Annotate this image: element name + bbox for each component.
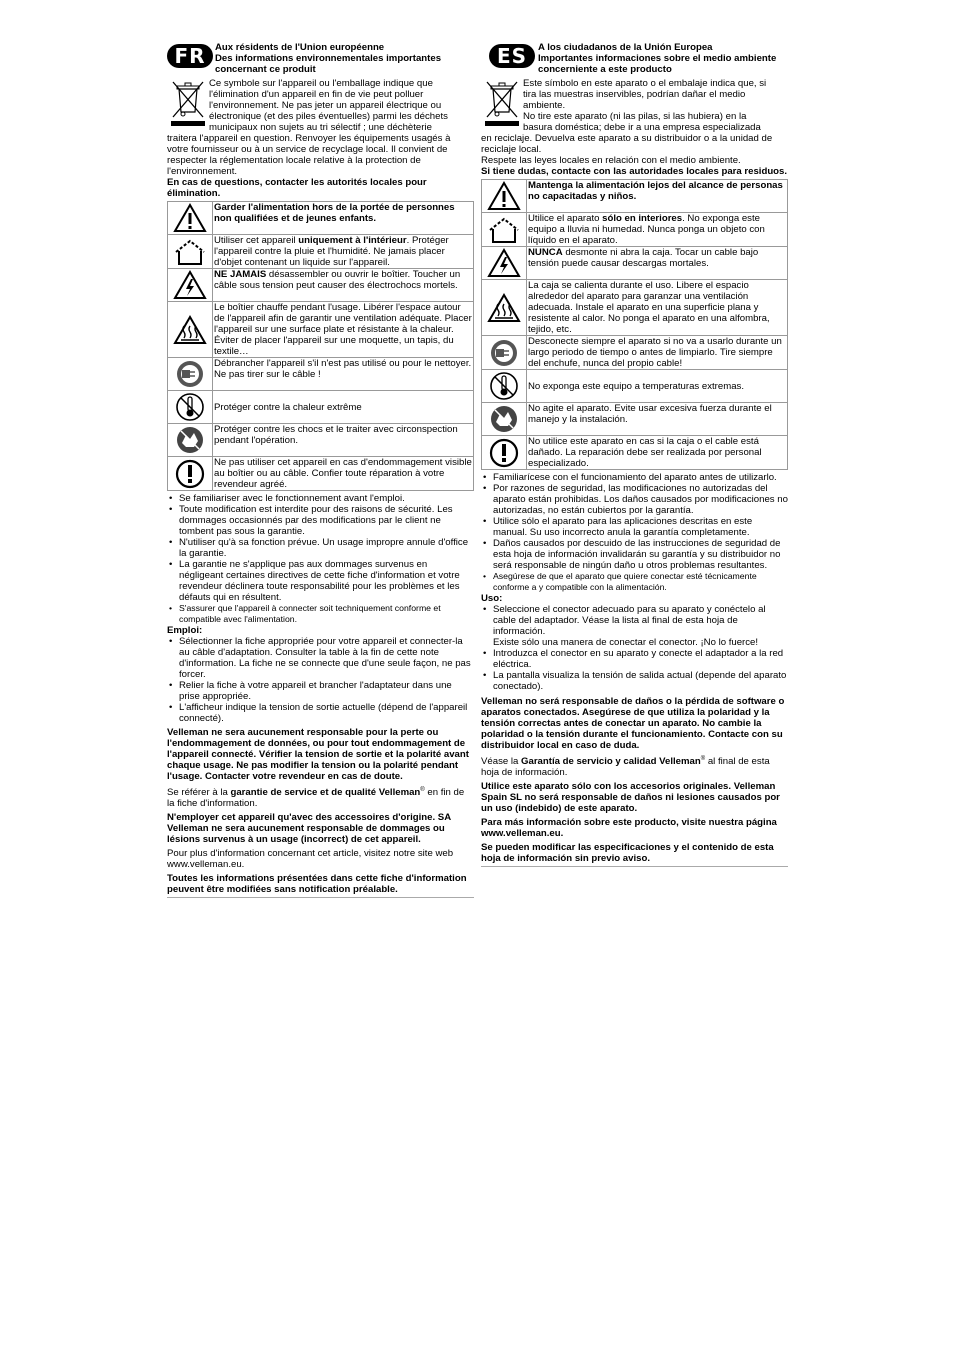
warning-text: Ne pas utiliser cet appareil en cas d'endommagement visible au boîtier ou au câble. Confier toute réparation à votre revendeur agréé. [214,457,472,490]
crossed-bin-icon [483,80,521,126]
list-item: • La garantie ne s'applique pas aux dommages survenus en négligeant certaines directives de cette fiche d'information et votre revendeur déclinera toute responsabilité pour les problèmes et les défauts qui en résultent. [179,559,474,603]
fr-weee-line: Ce symbole sur l'appareil ou l'emballage indique que [209,78,433,89]
fr-weee-line: électronique (et des piles éventuelles) parmi les déchets [209,111,448,122]
table-row [168,302,474,358]
spanish-section [481,42,788,867]
table-row [482,180,788,213]
table-row [482,247,788,280]
fr-usage-steps [167,636,474,724]
registered-mark: ® [700,756,706,762]
list-item: • N'utiliser qu'à sa fonction prévue. Un usage impropre annule d'office la garantie. [179,537,474,559]
fr-header [167,42,474,78]
es-header [481,42,788,78]
fr-accessories-notice: N'employer cet appareil qu'avec des accessoires d'origine. SA Velleman ne sera aucunement responsable de dommages ou lésions survenus à un usage (incorrect) de cet appareil. [167,812,451,846]
es-liability-notice: Velleman no será responsable de daños o la pérdida de software o aparatos conectados. Asegúrese de que utiliza la polaridad y la tensión correctas antes de conectar un aparato. No cambie la polaridad o la tensión durante el funcionamiento. Contacte con su distribuidor local en caso de duda. [481,696,785,751]
hot-surface-icon [487,293,521,323]
es-weee-block [481,78,788,133]
es-language-badge: ES [489,44,535,68]
fr-weee-line: l'élimination d'un appareil en fin de vie peut polluer [209,89,424,100]
fr-heading-line: Des informations environnementales importantes [215,53,442,64]
warning-text: No exponga este equipo a temperaturas extremas. [528,380,744,392]
list-item: • L'afficheur indique la tension de sortie actuelle (dépend de l'appareil connecté). [179,702,474,724]
table-row [482,436,788,470]
guarantee-emphasis: garantie de service et de qualité Velleman [230,787,421,799]
table-row [168,235,474,269]
warning-text: . Protéger l'appareil contre la pluie et l'humidité. Ne jamais placer d'objet contenant un liquide sur l'appareil. [214,235,449,268]
warning-text: . No exponga este equipo a lluvia ni humedad. Nunca ponga un objeto con líquido en el aparato. [528,213,765,246]
es-weee-line: No tire este aparato (ni las pilas, si las hubiera) en la [523,111,747,122]
es-usage-steps [481,604,788,692]
list-item: • Relier la fiche à votre appareil et brancher l'adaptateur dans une prise appropriée. [179,680,474,702]
warning-text: No agite el aparato. Evite usar excesiva fuerza durante el manejo y la instalación. [528,403,772,425]
fr-weee-line: l'environnement. Ne pas jeter un appareil électrique ou [209,100,442,111]
es-weee-line: Este símbolo en este aparato o el embalaje indica que, si [523,78,767,89]
fr-liability-notice: Velleman ne sera aucunement responsable pour la perte ou l'endommagement de données, ou pour tout endommagement de l'appareil connecté. Vérifier la tension de sortie et la polarité avant chaque usage. Ne pas modifier la tension ou la polarité pendant l'usage. Contacter votre revendeur en cas de doute. [167,727,469,782]
divider [167,897,474,898]
list-item: • S'assurer que l'appareil à connecter soit techniquement conforme et compatible avec l'alimentation. [179,603,474,625]
list-item: • Seleccione el conector adecuado para su aparato y conéctelo al cable del adaptador. Véase la lista al final de esta hoja de información. Existe sólo una manera de conectar el conector. ¡No lo fuerce! [493,604,788,648]
fragile-shock-icon [173,425,207,455]
warning-emphasis: sólo en interiores [602,213,683,224]
thermometer-icon [487,371,521,401]
es-accessories-notice: Utilice este aparato sólo con los accesorios originales. Velleman Spain SL no será responsable de daños ni lesiones causados por un uso (indebido) de este aparato. [481,781,780,815]
es-more-info: Para más información sobre este producto, visite nuestra página www.velleman.eu. [481,817,777,840]
fr-weee-line: municipaux non sujets au tri sélectif ; une déchèterie [209,122,432,133]
list-item: • Familiarícese con el funcionamiento del aparato antes de utilizarlo. [493,472,788,483]
exclamation-icon [487,438,521,468]
es-heading-line: Importantes informaciones sobre el medio ambiente [538,53,777,64]
table-row [168,358,474,391]
es-respect-laws: Respete las leyes locales en relación con el medio ambiente. [481,155,741,166]
warning-text: désassembler ou ouvrir le boîtier. Toucher un câble sous tension peut causer des électrochocs mortels. [214,269,461,291]
es-change-notice: Se pueden modificar las especificaciones y el contenido de esta hoja de información sin previo aviso. [481,842,774,865]
warning-text: Le boîtier chauffe pendant l'usage. Libérer l'espace autour de l'appareil afin de garantir une ventilation adéquate. Placer l'appareil sur une surface plate et résistante à la chaleur. Éviter de placer l'appareil sur une moquette, un tapis, du textile… [214,302,472,357]
es-contact-authorities: Si tiene dudas, contacte con las autoridades locales para residuos. [481,166,788,177]
guarantee-text: al final de esta hoja de información. [481,756,770,779]
es-warnings-table [481,179,788,470]
warning-text: Protéger contre la chaleur extrême [214,401,362,413]
warning-text: Utilice el aparato [528,213,603,224]
table-row [168,269,474,302]
registered-mark: ® [420,787,425,793]
list-item: • Se familiariser avec le fonctionnement avant l'emploi. [179,493,474,504]
fr-weee-continued: traitera l'appareil en question. Renvoyer les équipements usagés à votre fournisseur ou à un service de recyclage local. Il convient de respecter la réglementation locale relative à la protection de l'environnement. [167,133,451,177]
warning-triangle-icon [487,181,521,211]
warning-text: Garder l'alimentation hors de la portée de personnes non qualifiées et de jeunes enfants. [214,202,455,224]
fr-heading-line: Aux résidents de l'Union européenne [215,42,385,53]
list-item: • Toute modification est interdite pour des raisons de sécurité. Les dommages occasionnés par des modifications par le client ne tombent pas sous la garantie. [179,504,474,537]
warning-text: Mantenga la alimentación lejos del alcance de personas no capacitadas y niños. [528,180,783,202]
warning-text: Desconecte siempre el aparato si no va a usarlo durante un largo periodo de tiempo o antes de limpiarlo. Tire siempre del enchufe, nunca del propio cable! [528,336,782,369]
table-row [168,202,474,235]
warning-text: Protéger contre les chocs et le traiter avec circonspection pendant l'opération. [214,424,458,446]
guarantee-text: Véase la [481,756,522,768]
list-item: • Sélectionner la fiche appropriée pour votre appareil et connecter-la au câble d'adaptation. Consulter la table à la fin de cette note d'information. La fiche ne se connecte que d'une seule façon, ne pas forcer. [179,636,474,680]
table-row [168,424,474,457]
list-item: • Daños causados por descuido de las instrucciones de seguridad de esta hoja de información invalidarán su garantía y su distribuidor no será responsable de ningún daño u otros problemas resultantes. [493,538,788,571]
es-usage-heading: Uso: [481,593,503,604]
unplug-icon [487,338,521,368]
warning-emphasis: uniquement à l'intérieur [298,235,407,246]
fragile-shock-icon [487,404,521,434]
divider [481,866,788,867]
warning-emphasis: NUNCA [528,247,563,258]
warning-text: No utilice este aparato en cas si la caja o el cable está dañado. La reparación debe ser realizada por personal especializado. [528,436,762,469]
fr-weee-block [167,78,474,133]
guarantee-text: Se référer à la [167,787,231,799]
hot-surface-icon [173,315,207,345]
fr-guarantee-reference [167,785,474,809]
es-weee-line: ambiente. [523,100,566,111]
fr-language-badge: FR [167,44,213,68]
thermometer-icon [173,392,207,422]
es-weee-continued: en reciclaje. Devuelva este aparato a su distribuidor o a la unidad de reciclaje local. [481,133,773,155]
exclamation-icon [173,459,207,489]
fr-usage-heading: Emploi: [167,625,203,636]
list-item: • Por razones de seguridad, las modificaciones no autorizadas del aparato están prohibidas. Los daños causados por modificaciones no autorizadas, no están cubiertos por la garantía. [493,483,788,516]
warning-text: desmonte ni abra la caja. Tocar un cable bajo tensión puede causar descargas mortales. [528,247,759,269]
table-row [482,213,788,247]
fr-warnings-table [167,201,474,491]
list-item: • La pantalla visualiza la tensión de salida actual (depende del aparato conectado). [493,670,788,692]
list-item: • Introduzca el conector en su aparato y conecte el adaptador a la red eléctrica. [493,648,788,670]
es-heading-line: A los ciudadanos de la Unión Europea [538,42,713,53]
es-weee-line: basura doméstica; debe ir a una empresa especializada [523,122,761,133]
table-row [482,370,788,403]
guarantee-text: en fin de la fiche d'information. [167,787,465,810]
es-weee-line: tira las muestras inservibles, podrían dañar el medio [523,89,746,100]
fr-change-notice: Toutes les informations présentées dans cette fiche d'information peuvent être modifiées sans notification préalable. [167,873,467,896]
electric-shock-icon [173,270,207,300]
table-row [168,457,474,491]
french-section [167,42,474,898]
indoor-use-icon [487,215,521,245]
es-general-guidelines [481,472,788,593]
fr-general-guidelines [167,493,474,625]
es-heading-line: concerniente a este producto [538,64,672,75]
table-row [482,403,788,436]
list-item: • Asegúrese de que el aparato que quiere conectar esté técnicamente conforme a y compatible con la alimentación. [493,571,788,593]
warning-text: Utiliser cet appareil [214,235,299,246]
warning-text: La caja se calienta durante el uso. Libere el espacio alrededor del aparato para garanzar una ventilación adecuada. Instale el aparato en una superficie plana y resistente al calor. No ponga el aparato en una alfombra, tejido, etc. [528,280,770,335]
list-item: • Utilice sólo el aparato para las aplicaciones descritas en este manual. Su uso incorrecto anula la garantía completamente. [493,516,788,538]
fr-contact-authorities: En cas de questions, contacter les autorités locales pour élimination. [167,177,427,199]
guarantee-emphasis: Garantía de servicio y calidad Velleman [521,756,701,768]
fr-more-info: Pour plus d'information concernant cet article, visitez notre site web www.velleman.eu. [167,848,454,871]
electric-shock-icon [487,248,521,278]
table-row [482,336,788,370]
warning-triangle-icon [173,203,207,233]
fr-heading-line: concernant ce produit [215,64,316,75]
warning-text: Débrancher l'appareil s'il n'est pas utilisé ou pour le nettoyer. Ne pas tirer sur le câble ! [214,358,472,380]
es-guarantee-reference [481,754,788,778]
table-row [168,391,474,424]
table-row [482,280,788,336]
warning-emphasis: NE JAMAIS [214,269,267,280]
crossed-bin-icon [169,80,207,126]
unplug-icon [173,359,207,389]
indoor-use-icon [173,237,207,267]
